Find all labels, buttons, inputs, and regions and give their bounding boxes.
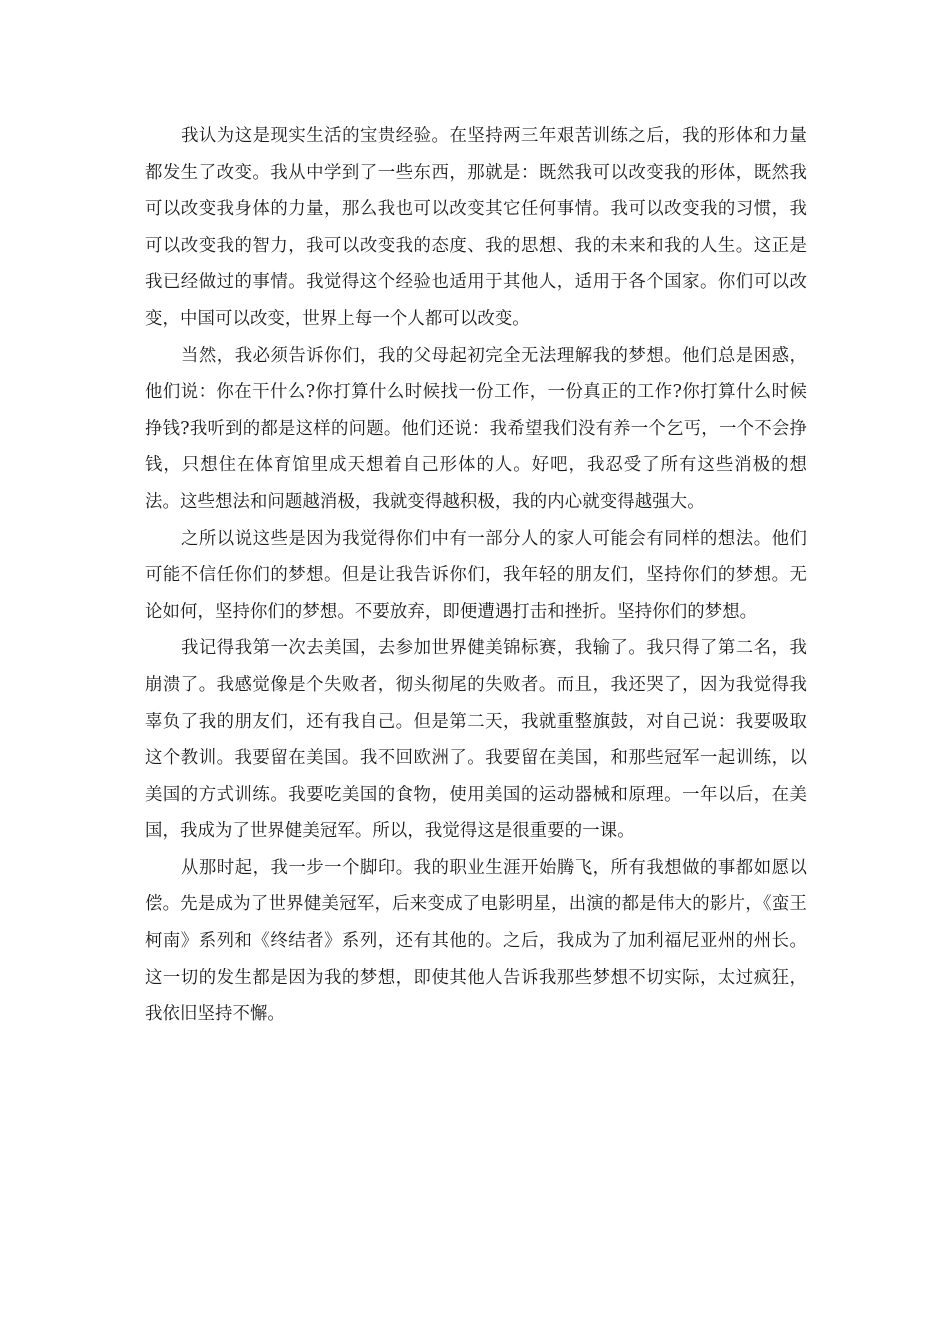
paragraph-3: 之所以说这些是因为我觉得你们中有一部分人的家人可能会有同样的想法。他们可能不信任你们的梦想。但是让我告诉你们，我年轻的朋友们，坚持你们的梦想。无论如何，坚持你们的梦想。不要放弃，即便遭遇打击和挫折。坚持你们的梦想。	[145, 528, 807, 622]
document-body	[145, 118, 807, 1033]
paragraph-2: 当然，我必须告诉你们，我的父母起初完全无法理解我的梦想。他们总是困惑，他们说：你在干什么?你打算什么时候找一份工作，一份真正的工作?你打算什么时候挣钱?我听到的都是这样的问题。他们还说：我希望我们没有养一个乞丐，一个不会挣钱，只想住在体育馆里成天想着自己形体的人。好吧，我忍受了所有这些消极的想法。这些想法和问题越消极，我就变得越积极，我的内心就变得越强大。	[145, 345, 807, 512]
paragraph-1: 我认为这是现实生活的宝贵经验。在坚持两三年艰苦训练之后，我的形体和力量都发生了改变。我从中学到了一些东西，那就是：既然我可以改变我的形体，既然我可以改变我身体的力量，那么我也可以改变其它任何事情。我可以改变我的习惯，我可以改变我的智力，我可以改变我的态度、我的思想、我的未来和我的人生。这正是我已经做过的事情。我觉得这个经验也适用于其他人，适用于各个国家。你们可以改变，中国可以改变，世界上每一个人都可以改变。	[145, 126, 807, 329]
paragraph-4: 我记得我第一次去美国，去参加世界健美锦标赛，我输了。我只得了第二名，我崩溃了。我感觉像是个失败者，彻头彻尾的失败者。而且，我还哭了，因为我觉得我辜负了我的朋友们，还有我自己。但是第二天，我就重整旗鼓，对自己说：我要吸取这个教训。我要留在美国。我不回欧洲了。我要留在美国，和那些冠军一起训练，以美国的方式训练。我要吃美国的食物，使用美国的运动器械和原理。一年以后，在美国，我成为了世界健美冠军。所以，我觉得这是很重要的一课。	[145, 638, 807, 842]
paragraph-5: 从那时起，我一步一个脚印。我的职业生涯开始腾飞，所有我想做的事都如愿以偿。先是成为了世界健美冠军，后来变成了电影明星，出演的都是伟大的影片，《蛮王柯南》系列和《终结者》系列，还有其他的。之后，我成为了加利福尼亚州的州长。这一切的发生都是因为我的梦想，即使其他人告诉我那些梦想不切实际，太过疯狂，我依旧坚持不懈。	[145, 857, 807, 1025]
